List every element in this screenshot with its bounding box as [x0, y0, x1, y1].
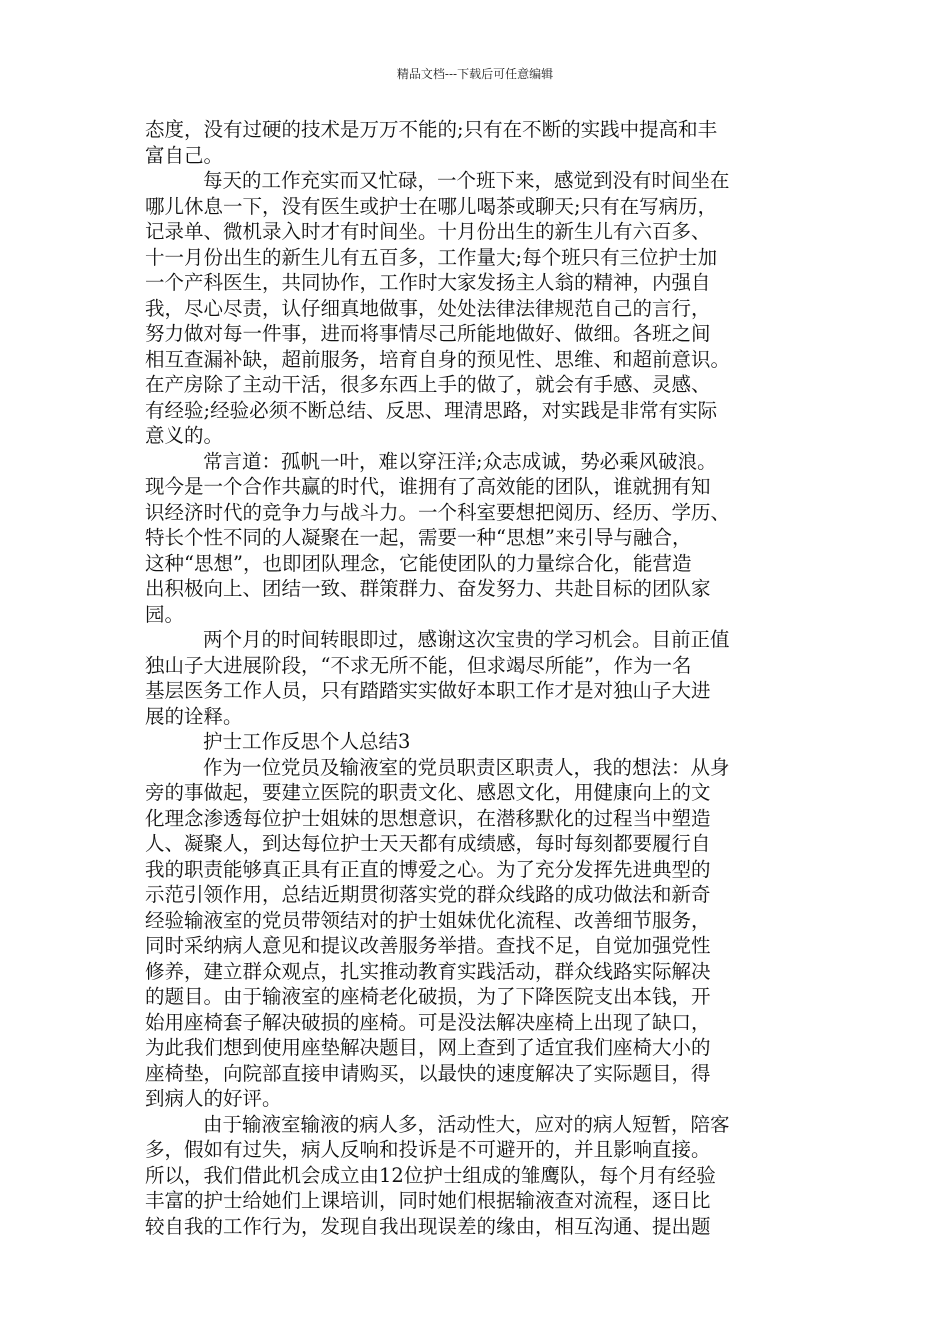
- text-line: 哪儿休息一下，没有医生或护士在哪儿喝茶或聊天;只有在写病历，: [145, 194, 718, 218]
- text-line: 园。: [145, 602, 185, 626]
- text-line: 示范引领作用，总结近期贯彻落实党的群众线路的成功做法和新奇: [145, 883, 711, 906]
- paragraph: [145, 168, 810, 449]
- text-line: 记录单、微机录入时才有时间坐。十月份出生的新生儿有六百多、: [145, 220, 711, 243]
- text-line: 我的职责能够真正具有正直的博爱之心。为了充分发挥先进典型的: [145, 857, 711, 881]
- paragraph: [145, 117, 810, 168]
- text-line: 化理念渗透每位护士姐妹的思想意识，在潜移默化的过程当中塑造: [145, 806, 711, 830]
- text-line: 展的诠释。: [145, 704, 243, 728]
- text-line: 同时采纳病人意见和提议改善服务举措。查找不足，自觉加强党性: [145, 934, 711, 957]
- text-line: 特长个性不同的人凝聚在一起，需要一种“思想”来引导与融合，: [145, 526, 692, 549]
- text-line: 丰富的护士给她们上课培训，同时她们根据输液查对流程，逐日比: [145, 1189, 711, 1212]
- text-line: 经验输液室的党员带领结对的护士姐妹优化流程、改善细节服务，: [145, 908, 711, 932]
- page-header: 精品文档---下载后可任意编辑: [396, 67, 554, 81]
- paragraph: [145, 449, 810, 628]
- text-line: 这种“思想”，也即团队理念，它能使团队的力量综合化，能营造: [145, 551, 692, 575]
- text-line: 为此我们想到使用座垫解决题目，网上查到了适宜我们座椅大小的: [145, 1036, 711, 1059]
- paragraph: [145, 755, 810, 1112]
- text-line: 所以，我们借此机会成立由12位护士组成的雏鹰队，每个月有经验: [145, 1163, 716, 1187]
- text-line: 一个产科医生，共同协作，工作时大家发扬主人翁的精神，内强自: [145, 271, 711, 294]
- paragraph: [145, 1112, 810, 1240]
- text-line: 的题目。由于输液室的座椅老化破损，为了下降医院支出本钱，开: [145, 985, 711, 1008]
- text-line: 到病人的好评。: [145, 1087, 282, 1110]
- text-line: 每天的工作充实而又忙碌，一个班下来，感觉到没有时间坐在: [203, 169, 730, 192]
- text-line: 始用座椅套子解决破损的座椅。可是没法解决座椅上出现了缺口，: [145, 1010, 711, 1034]
- text-line: 作为一位党员及输液室的党员职责区职责人，我的想法：从身: [203, 755, 730, 779]
- text-line: 基层医务工作人员，只有踏踏实实做好本职工作才是对独山子大进: [145, 679, 711, 702]
- text-line: 座椅垫，向院部直接申请购买，以最快的速度解决了实际题目，得: [145, 1061, 711, 1085]
- paragraph: [145, 729, 810, 755]
- text-line: 多，假如有过失，病人反响和投诉是不可避开的，并且影响直接。: [145, 1138, 711, 1161]
- text-line: 旁的事做起，要建立医院的职责文化、感恩文化，用健康向上的文: [145, 781, 711, 804]
- text-line: 努力做对每一件事，进而将事情尽己所能地做好、做细。各班之间: [145, 322, 711, 345]
- text-line: 现今是一个合作共赢的时代，谁拥有了高效能的团队，谁就拥有知: [145, 475, 711, 498]
- text-line: 人、凝聚人，到达每位护士天天都有成绩感，每时每刻都要履行自: [145, 832, 711, 855]
- text-line: 常言道：孤帆一叶，难以穿汪洋;众志成诚，势必乘风破浪。: [203, 449, 717, 473]
- text-line: 我，尽心尽责，认仔细真地做事，处处法律法律规范自己的言行，: [145, 296, 711, 320]
- text-line: 态度，没有过硬的技术是万万不能的;只有在不断的实践中提高和丰: [145, 118, 718, 141]
- text-line: 识经济时代的竞争力与战斗力。一个科室要想把阅历、经历、学历、: [145, 500, 731, 524]
- text-line: 富自己。: [145, 143, 224, 167]
- text-line: 较自我的工作行为，发现自我出现误差的缘由，相互沟通、提出题: [145, 1214, 711, 1238]
- paragraph: [145, 627, 810, 729]
- document-body: [145, 117, 810, 1239]
- text-line: 修养，建立群众观点，扎实推动教育实践活动，群众线路实际解决: [145, 959, 711, 983]
- text-line: 护士工作反思个人总结3: [203, 730, 411, 753]
- text-line: 出积极向上、团结一致、群策群力、奋发努力、共赴目标的团队家: [145, 577, 711, 600]
- text-line: 在产房除了主动干活，很多东西上手的做了，就会有手感、灵感、: [145, 373, 711, 396]
- text-line: 由于输液室输液的病人多，活动性大，应对的病人短暂，陪客: [203, 1112, 730, 1136]
- text-line: 相互查漏补缺，超前服务，培育自身的预见性、思维、和超前意识。: [145, 347, 731, 371]
- text-line: 有经验;经验必须不断总结、反思、理清思路，对实践是非常有实际: [145, 398, 718, 422]
- text-line: 十一月份出生的新生儿有五百多，工作量大;每个班只有三位护士加: [145, 245, 718, 269]
- text-line: 两个月的时间转眼即过，感谢这次宝贵的学习机会。目前正值: [203, 628, 730, 651]
- text-line: 独山子大进展阶段，“不求无所不能，但求竭尽所能”，作为一名: [145, 653, 692, 677]
- text-line: 意义的。: [145, 424, 224, 447]
